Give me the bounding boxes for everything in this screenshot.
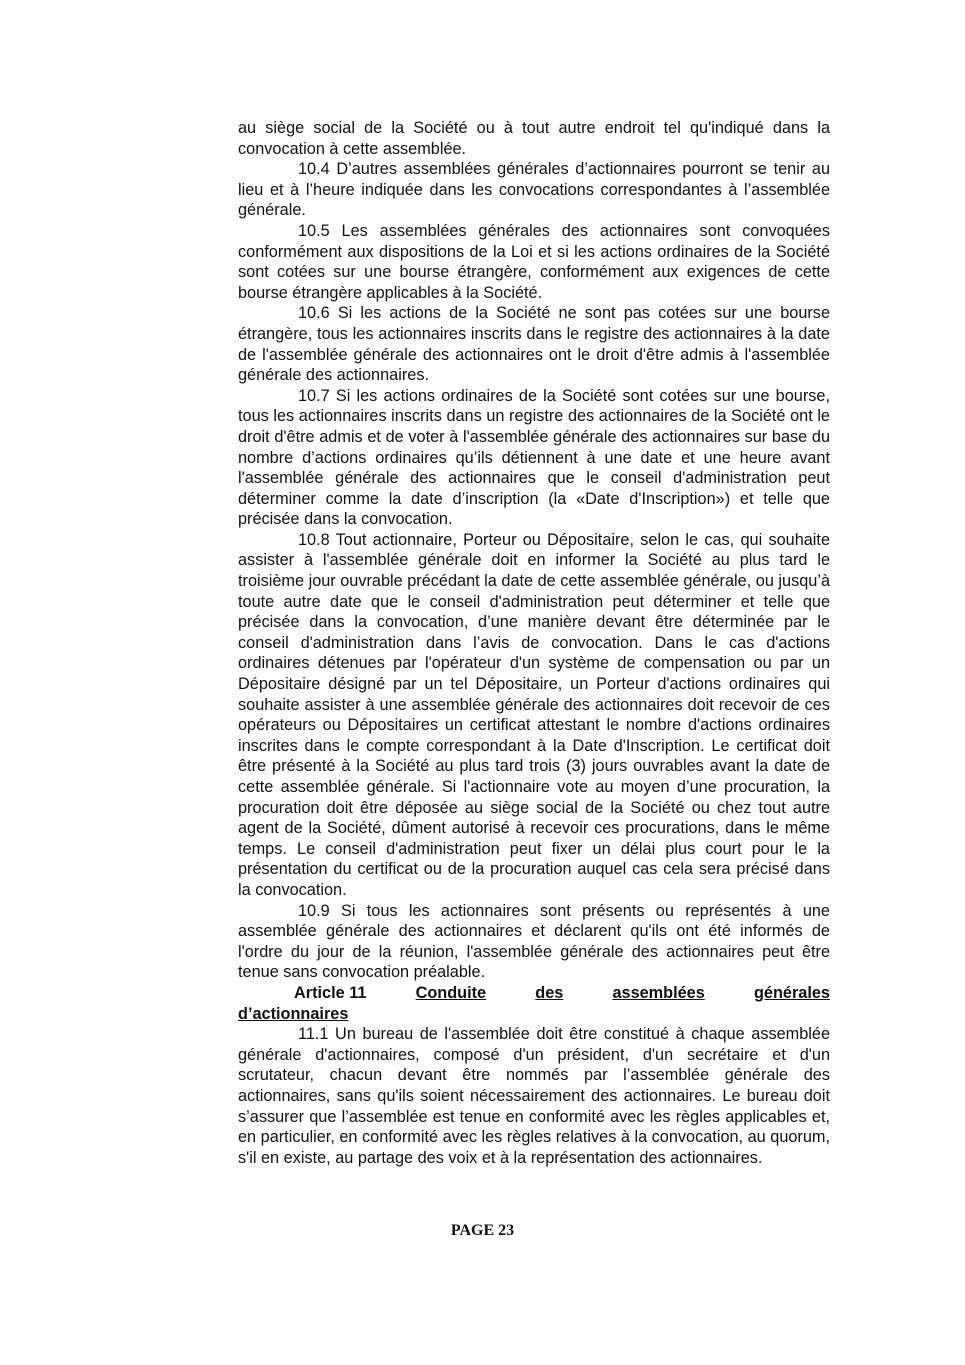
paragraph-11-1: 11.1 Un bureau de l'assemblée doit être constitué à chaque assemblée générale d'actionnaires, composé d'un président, d'un secrétaire et d'un scrutateur, chacun devant être nommés par l’assemblée générale des actionnaires, sans qu'ils soient nécessairement des actionnaires. Le bureau doit s’assurer que l’assemblée est tenue en conformité avec les règles applicables et, en particulier, en conformité avec les règles relatives à la convocation, au quorum, s'il en existe, au partage des voix et à la représentation des actionnaires. xyxy=(238,1025,830,1167)
paragraph-10-6: 10.6 Si les actions de la Société ne sont pas cotées sur une bourse étrangère, tous les actionnaires inscrits dans le registre des actionnaires à la date de l'assemblée générale des actionnaires ont le droit d'être admis à l'assemblée générale des actionnaires. xyxy=(238,304,830,385)
article-heading-line2: d’actionnaires xyxy=(238,1004,349,1023)
paragraph-intro: au siège social de la Société ou à tout autre endroit tel qu'indiqué dans la convocation à cette assemblée. xyxy=(238,119,830,158)
article-title-word: Conduite xyxy=(415,983,487,1002)
paragraph-10-8: 10.8 Tout actionnaire, Porteur ou Dépositaire, selon le cas, qui souhaite assister à l'assemblée générale doit en informer la Société au plus tard le troisième jour ouvrable précédant la date de cette assemblée générale, ou jusqu’à toute autre date que le conseil d'administration peut déterminer et telle que précisée dans la convocation, d’une manière devant être déterminée par le conseil d'administration dans l’avis de convocation. Dans le cas d'actions ordinaires détenues par l'opérateur d'un système de compensation ou par un Dépositaire désigné par un tel Dépositaire, un Porteur d'actions ordinaires qui souhaite assister à une assemblée générale des actionnaires doit recevoir de ces opérateurs ou Dépositaires un certificat attestant le nombre d'actions ordinaires inscrites dans le compte correspondant à la Date d'Inscription. Le certificat doit être présenté à la Société au plus tard trois (3) jours ouvrables avant la date de cette assemblée générale. Si l'actionnaire vote au moyen d’une procuration, la procuration doit être déposée au siège social de la Société ou chez tout autre agent de la Société, dûment autorisé à recevoir ces procurations, dans le même temps. Le conseil d'administration peut fixer un délai plus court pour le la présentation du certificat ou de la procuration auquel cas cela sera précisé dans la convocation. xyxy=(238,530,830,899)
paragraph-10-7: 10.7 Si les actions ordinaires de la Société sont cotées sur une bourse, tous les actionnaires inscrits dans un registre des actionnaires de la Société ont le droit d'être admis et de voter à l'assemblée générale des actionnaires sur base du nombre d’actions ordinaires qu’ils détiennent à une date et une heure avant l'assemblée générale des actionnaires que le conseil d'administration peut déterminer comme la date d’inscription (la «Date d'Inscription») et telle que précisée dans la convocation. xyxy=(238,386,830,529)
page-number: PAGE 23 xyxy=(450,1222,515,1239)
paragraph-10-4: 10.4 D’autres assemblées générales d’actionnaires pourront se tenir au lieu et à l’heure indiquée dans les convocations correspondantes à l’assemblée générale. xyxy=(238,160,830,220)
article-number: Article 11 xyxy=(294,983,367,1002)
paragraph-10-5: 10.5 Les assemblées générales des actionnaires sont convoquées conformément aux dispositions de la Loi et si les actions ordinaires de la Société sont cotées sur une bourse étrangère, conformément aux exigences de cette bourse étrangère applicables à la Société. xyxy=(238,221,830,302)
article-title-word: générales xyxy=(753,983,830,1002)
document-body xyxy=(238,118,830,1168)
article-heading xyxy=(238,983,830,1004)
article-title-word: des xyxy=(535,983,564,1002)
article-title-word: assemblées xyxy=(612,983,705,1002)
paragraph-10-9: 10.9 Si tous les actionnaires sont présents ou représentés à une assemblée générale des actionnaires et déclarent qu'ils ont été informés de l'ordre du jour de la réunion, l'assemblée générale des actionnaires peut être tenue sans convocation préalable. xyxy=(238,901,830,982)
